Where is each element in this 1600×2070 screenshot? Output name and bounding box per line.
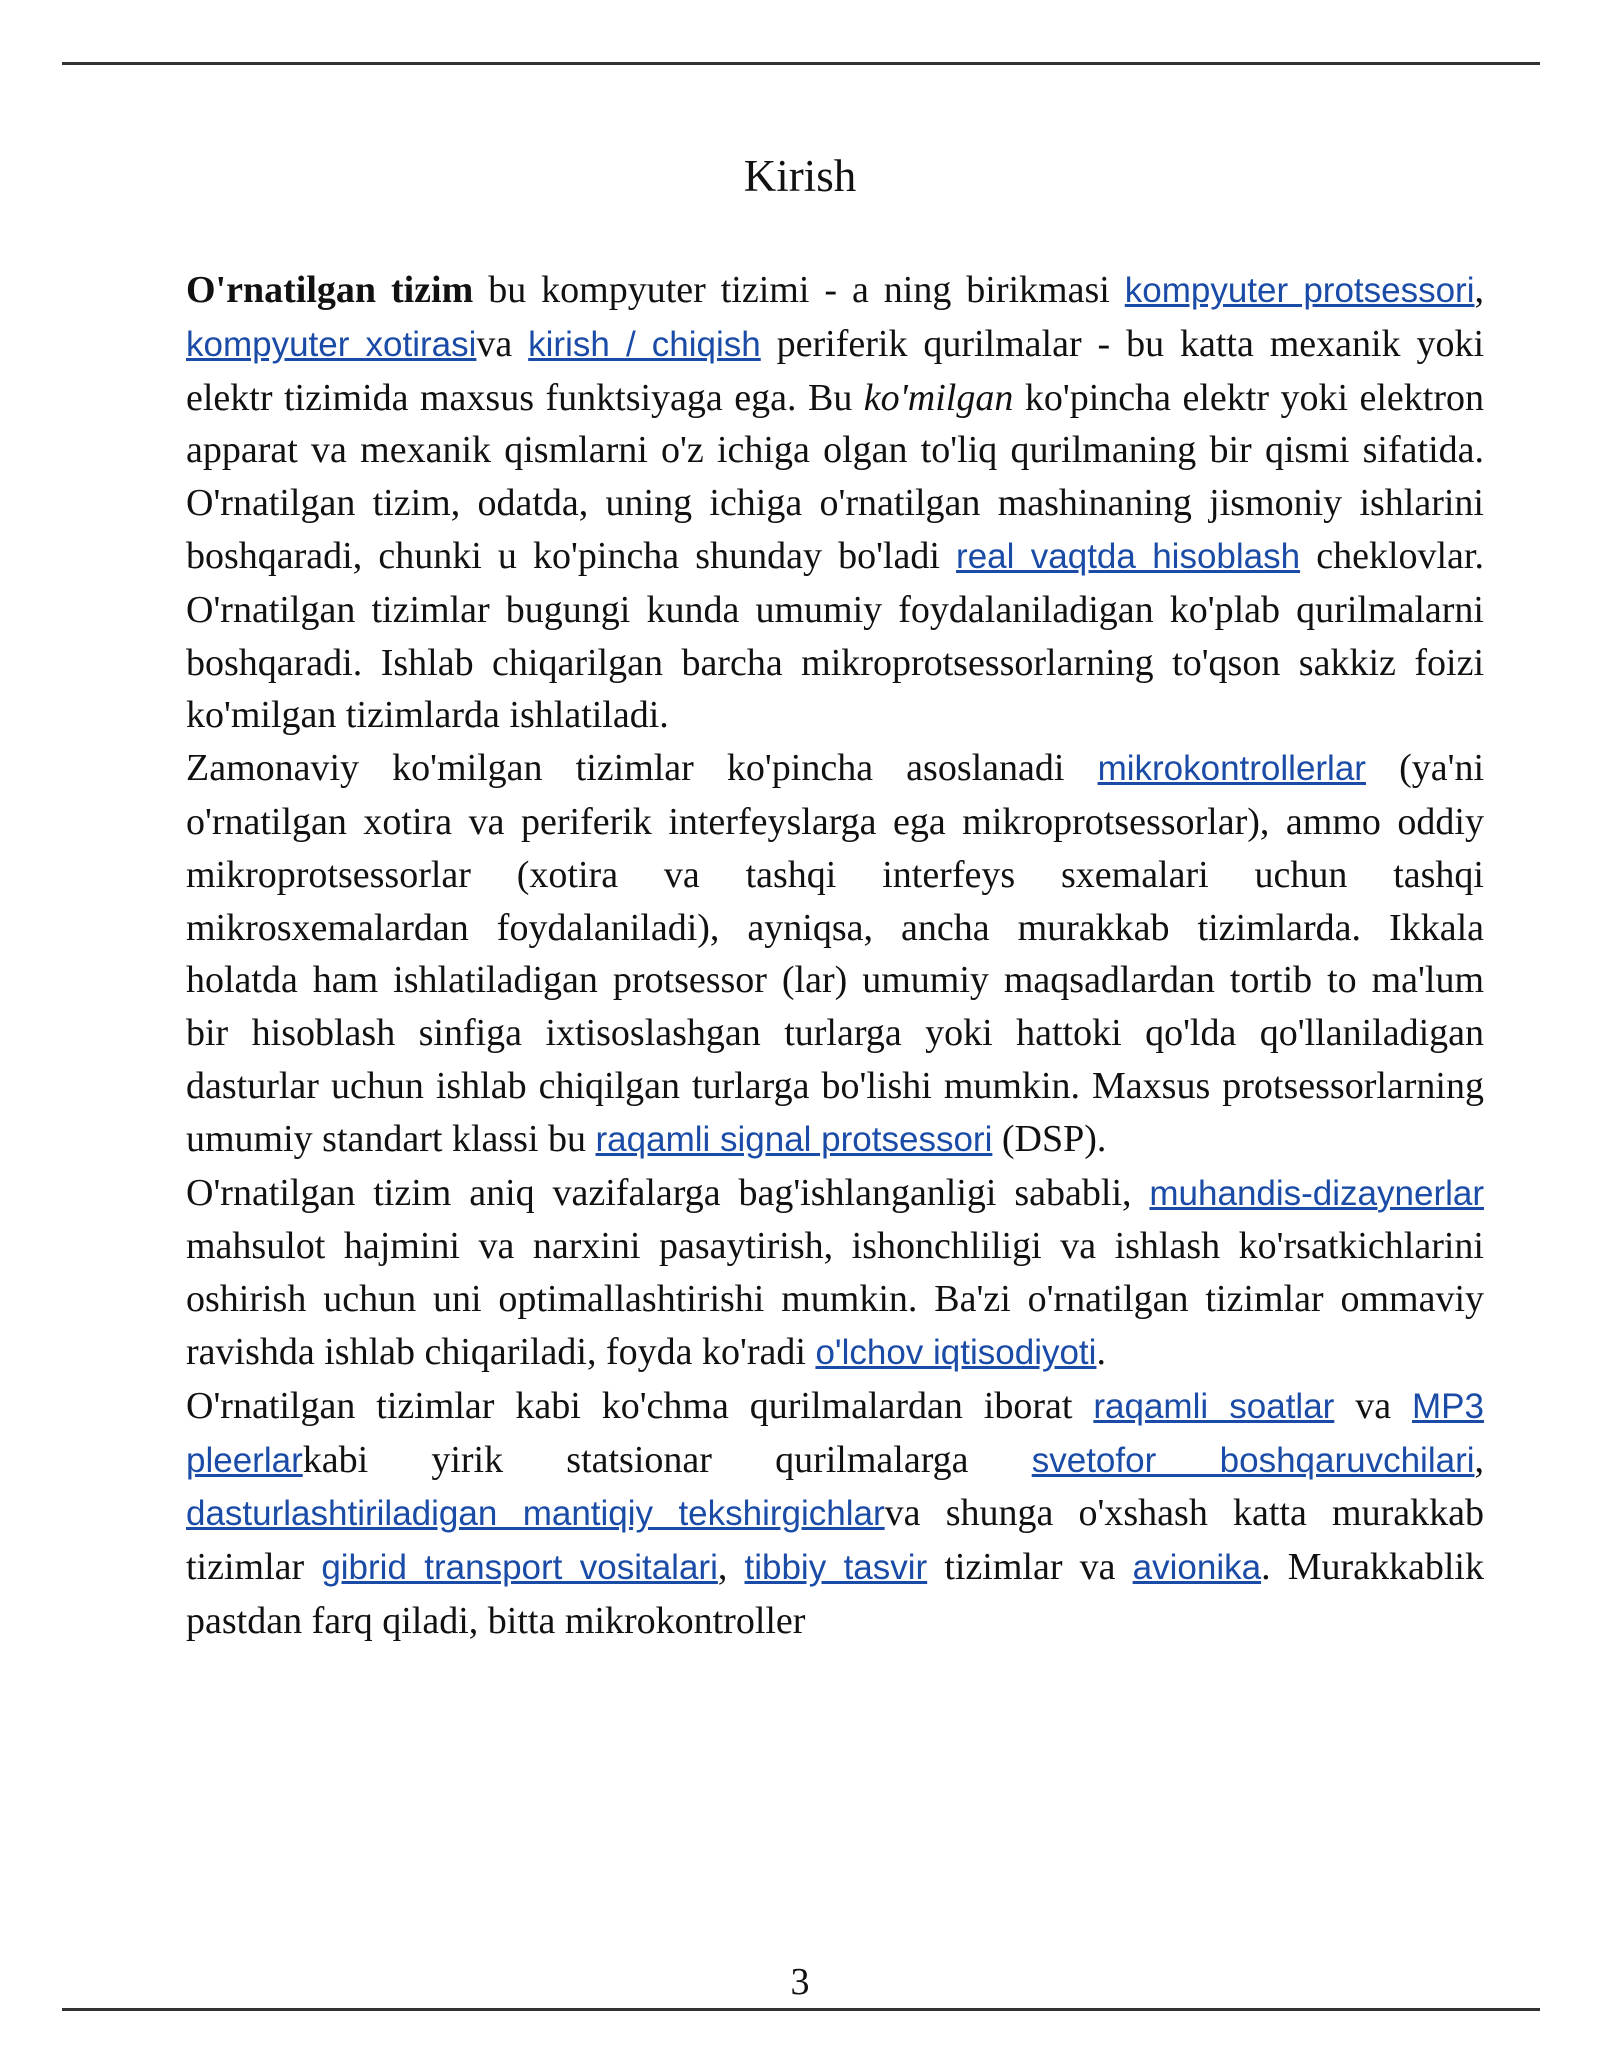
- text-run: O'rnatilgan tizim aniq vazifalarga bag'ishlanganligi sababli,: [186, 1171, 1150, 1214]
- text-run: (ya'ni o'rnatilgan xotira va periferik interfeyslarga ega mikroprotsessorlar), ammo oddiy mikroprotsessorlar (xotira va tashqi interfeys sxemalari uchun tashqi mikrosxemalardan foydalaniladi), ayniqsa, ancha murakkab tizimlarda. Ikkala holatda ham ishlatiladigan protsessor (lar) umumiy maqsadlardan tortib to ma'lum bir hisoblash sinfiga ixtisoslashgan turlarga yoki hattoki qo'lda qo'llaniladigan dasturlar uchun ishlab chiqilgan turlarga bo'lishi mumkin. Maxsus protsessorlarning umumiy standart klassi bu: [186, 747, 1484, 1160]
- text-run: ,: [717, 1546, 745, 1589]
- text-run: .: [1096, 1330, 1106, 1373]
- text-run: bu kompyuter tizimi - a ning birikmasi: [473, 269, 1125, 311]
- hyperlink[interactable]: kompyuter xotirasi: [186, 324, 477, 364]
- hyperlink[interactable]: gibrid transport vositalari: [321, 1548, 718, 1588]
- text-run: (DSP).: [992, 1117, 1107, 1160]
- text-run: cheklovlar. O'rnatilgan tizimlar bugungi kunda umumiy foydalaniladigan ko'plab qurilmalarni boshqaradi. Ishlab chiqarilgan barcha mikroprotsessorlarning to'qson sakkiz foizi ko'milgan tizimlarda ishlatiladi.: [186, 534, 1484, 737]
- hyperlink[interactable]: svetofor boshqaruvchilari: [1031, 1440, 1475, 1480]
- text-run: tizimlar va: [927, 1546, 1133, 1589]
- document-body: [186, 264, 1484, 1648]
- paragraph-2: [186, 742, 1484, 1166]
- hyperlink[interactable]: mikrokontrollerlar: [1097, 749, 1366, 789]
- text-run: va: [1334, 1384, 1413, 1427]
- text-run: Zamonaviy ko'milgan tizimlar ko'pincha asoslanadi: [186, 747, 1098, 790]
- hyperlink[interactable]: avionika: [1132, 1548, 1262, 1588]
- hyperlink[interactable]: muhandis-dizaynerlar: [1149, 1173, 1484, 1213]
- paragraph-1: [186, 264, 1484, 742]
- text-run: periferik qurilmalar - bu katta mexanik yoki elektr tizimida maxsus funktsiyaga ega. Bu: [186, 322, 1485, 419]
- bold-term: O'rnatilgan tizim: [186, 269, 474, 311]
- paragraph-3: [186, 1167, 1484, 1380]
- text-run: kabi yirik statsionar qurilmalarga: [302, 1438, 1032, 1481]
- hyperlink[interactable]: kirish / chiqish: [528, 324, 761, 364]
- text-run: ,: [1474, 269, 1484, 311]
- hyperlink[interactable]: o'lchov iqtisodiyoti: [815, 1332, 1097, 1372]
- text-run: O'rnatilgan tizimlar kabi ko'chma qurilmalardan iborat: [186, 1384, 1094, 1427]
- text-run: ko'pincha elektr yoki elektron apparat va mexanik qismlarni o'z ichiga olgan to'liq qurilmaning bir qismi sifatida. O'rnatilgan tizim, odatda, uning ichiga o'rnatilgan mashinaning jismoniy ishlarini boshqaradi, chunki u ko'pincha shunday bo'ladi: [186, 376, 1484, 577]
- italic-term: ko'milgan: [863, 376, 1014, 419]
- text-run: va shunga o'xshash katta murakkab tizimlar: [186, 1492, 1484, 1589]
- hyperlink[interactable]: tibbiy tasvir: [744, 1548, 928, 1588]
- text-run: . Murakkablik pastdan farq qiladi, bitta mikrokontroller: [186, 1546, 1484, 1642]
- page-number: 3: [790, 1961, 810, 2003]
- hyperlink[interactable]: real vaqtda hisoblash: [956, 536, 1301, 576]
- hyperlink[interactable]: MP3 pleerlar: [186, 1386, 1484, 1480]
- hyperlink[interactable]: kompyuter protsessori: [1124, 271, 1475, 310]
- page-title: Kirish: [743, 151, 857, 201]
- hyperlink[interactable]: dasturlashtiriladigan mantiqiy tekshirgichlar: [186, 1494, 885, 1534]
- text-run: va: [476, 322, 529, 365]
- hyperlink[interactable]: raqamli soatlar: [1093, 1386, 1335, 1426]
- paragraph-4: [186, 1380, 1484, 1648]
- text-run: mahsulot hajmini va narxini pasaytirish, ishonchliligi va ishlash ko'rsatkichlarini oshirish uchun uni optimallashtirishi mumkin. Ba'zi o'rnatilgan tizimlar ommaviy ravishda ishlab chiqariladi, foyda ko'radi: [186, 1225, 1484, 1373]
- header-rule: [62, 62, 1540, 65]
- text-run: ,: [1474, 1438, 1484, 1481]
- hyperlink[interactable]: raqamli signal protsessori: [595, 1119, 993, 1159]
- footer-rule: [62, 2008, 1540, 2011]
